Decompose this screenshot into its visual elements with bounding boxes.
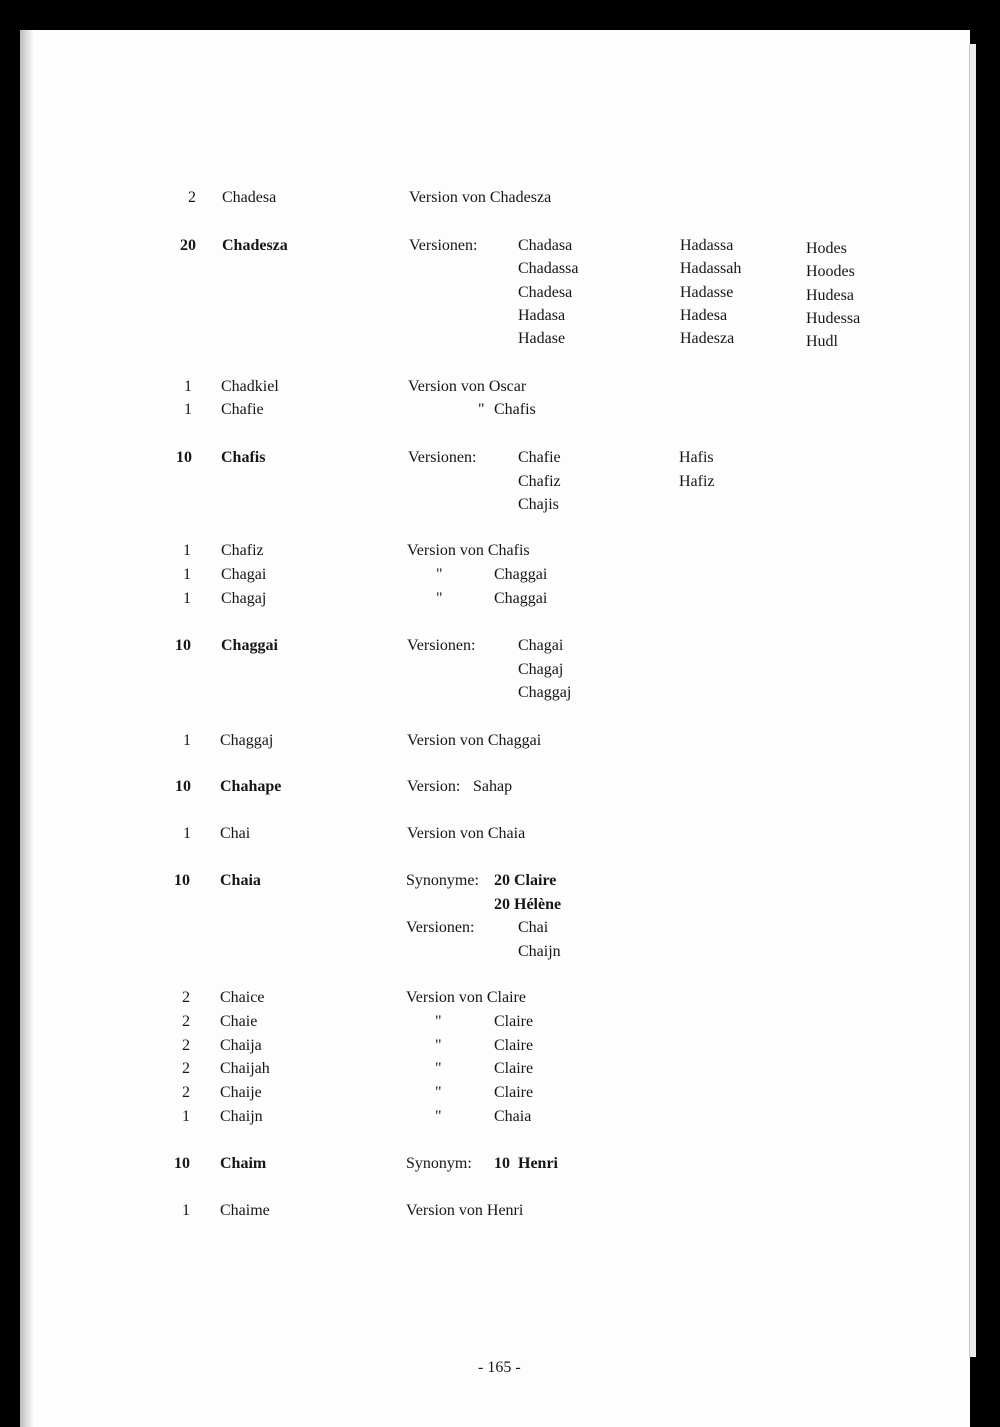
entry-name: Chaije xyxy=(220,1084,262,1101)
version-item: Hodes xyxy=(806,240,847,257)
ditto-mark: " xyxy=(435,1013,442,1030)
entry-reference: 10 Henri xyxy=(494,1155,558,1172)
version-item: Chagaj xyxy=(518,660,564,678)
version-item: Hadassa xyxy=(680,237,734,254)
entry-count: 1 xyxy=(183,566,191,583)
page-binding-shadow xyxy=(20,30,34,1427)
entry-reference: Claire xyxy=(494,1084,534,1101)
version-item: Chadasa xyxy=(518,237,573,254)
entry-name: Chaime xyxy=(220,1202,270,1219)
ditto-mark: " xyxy=(478,401,485,418)
ditto-mark: " xyxy=(435,1084,442,1101)
entry-name: Chadkiel xyxy=(221,378,279,395)
version-item: Hafiz xyxy=(679,472,715,490)
version-item: Hadassah xyxy=(680,260,742,278)
version-item: Chafiz xyxy=(518,472,561,490)
entry-count: 1 xyxy=(183,732,191,749)
entry-count: 2 xyxy=(182,1060,190,1077)
synonym-label: Synonym: xyxy=(406,1155,472,1172)
entry-name: Chaggai xyxy=(221,637,278,654)
entry-reference: Chafis xyxy=(494,401,536,418)
entry-name: Chaie xyxy=(220,1013,258,1030)
entry-name: Chaice xyxy=(220,989,265,1006)
entry-name: Chafie xyxy=(221,401,264,418)
entry-count: 1 xyxy=(184,378,192,395)
entry-count: 2 xyxy=(182,1013,190,1030)
entry-label: Version von Henri xyxy=(406,1202,524,1219)
entry-name: Chai xyxy=(220,825,251,842)
entry-reference: Chaia xyxy=(494,1108,532,1125)
version-item: Chadassa xyxy=(518,260,579,278)
synonym-item: 20 Claire xyxy=(494,872,557,889)
entry-count: 2 xyxy=(182,1037,190,1054)
entry-label: Versionen: xyxy=(408,449,477,466)
version-item: Hadesa xyxy=(680,306,728,324)
version-item: Hafis xyxy=(679,449,714,466)
entry-name: Chadesza xyxy=(222,237,288,254)
ditto-mark: " xyxy=(435,1060,442,1077)
page-edge xyxy=(969,44,976,1357)
ditto-mark: " xyxy=(435,1108,442,1125)
entry-count: 1 xyxy=(183,590,191,607)
version-item: Chajis xyxy=(518,496,559,513)
entry-label: Version von Chadesza xyxy=(409,189,552,206)
version-item: Hadesza xyxy=(680,330,735,348)
entry-count: 10 xyxy=(174,872,190,889)
version-item: Hudessa xyxy=(806,309,861,327)
entry-count: 1 xyxy=(183,542,191,559)
version-item: Chagai xyxy=(518,637,564,654)
entry-reference: Chaggai xyxy=(494,590,548,607)
version-item: Hadase xyxy=(518,330,566,348)
entry-name: Chaijah xyxy=(220,1060,270,1077)
entry-reference: Sahap xyxy=(473,778,513,795)
entry-name: Chagai xyxy=(221,566,267,583)
version-item: Hudesa xyxy=(806,286,854,304)
entry-name: Chaija xyxy=(220,1037,262,1054)
entry-reference: Claire xyxy=(494,1060,534,1077)
version-item: Chaggaj xyxy=(518,684,572,701)
version-item: Hadasa xyxy=(518,306,566,324)
version-item: Chai xyxy=(518,919,549,936)
entry-name: Chadesa xyxy=(222,189,277,206)
entry-reference: Claire xyxy=(494,1013,534,1030)
version-item: Chadesa xyxy=(518,283,573,301)
entry-count: 1 xyxy=(183,825,191,842)
entry-name: Chagaj xyxy=(221,590,267,607)
ditto-mark: " xyxy=(436,590,443,607)
entry-label: Version von Oscar xyxy=(408,378,527,395)
ditto-mark: " xyxy=(435,1037,442,1054)
entry-count: 20 xyxy=(180,237,196,254)
entry-name: Chaggaj xyxy=(220,732,274,749)
synonym-item: 20 Hélène xyxy=(494,895,562,913)
entry-count: 10 xyxy=(175,637,191,654)
page-number: - 165 - xyxy=(478,1359,521,1376)
version-item: Chafie xyxy=(518,449,561,466)
entry-count: 2 xyxy=(182,989,190,1006)
entry-label: Version von Chafis xyxy=(407,542,530,559)
entry-label: Version von Claire xyxy=(406,989,526,1006)
entry-count: 10 xyxy=(174,1155,190,1172)
entry-label: Version von Chaggai xyxy=(407,732,542,749)
entry-name: Chaia xyxy=(220,872,261,889)
entry-label: Versionen: xyxy=(409,237,478,254)
entry-name: Chafis xyxy=(221,449,266,466)
ditto-mark: " xyxy=(436,566,443,583)
entry-count: 1 xyxy=(184,401,192,418)
entry-count: 2 xyxy=(182,1084,190,1101)
version-item: Chaijn xyxy=(518,942,561,960)
entry-name: Chahape xyxy=(220,778,282,795)
synonyms-label: Synonyme: xyxy=(406,872,479,889)
entry-count: 10 xyxy=(176,449,192,466)
entry-count: 1 xyxy=(182,1108,190,1125)
version-item: Hudl xyxy=(806,333,838,351)
entry-count: 10 xyxy=(175,778,191,795)
entry-label: Version: xyxy=(407,778,461,795)
entry-reference: Claire xyxy=(494,1037,534,1054)
version-item: Hoodes xyxy=(806,263,855,281)
entry-name: Chaijn xyxy=(220,1108,263,1125)
entry-reference: Chaggai xyxy=(494,566,548,583)
entry-label: Versionen: xyxy=(407,637,476,654)
version-item: Hadasse xyxy=(680,283,734,301)
entry-name: Chafiz xyxy=(221,542,264,559)
entry-name: Chaim xyxy=(220,1155,267,1172)
entry-count: 1 xyxy=(182,1202,190,1219)
entry-count: 2 xyxy=(188,189,196,206)
entry-label: Version von Chaia xyxy=(407,825,526,842)
versions-label: Versionen: xyxy=(406,919,475,936)
